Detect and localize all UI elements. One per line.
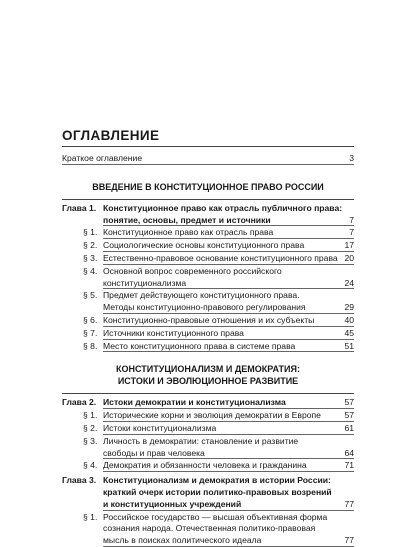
chapter-title: Конституционное право как отрасль публичного права:: [103, 202, 343, 213]
section-page: 77: [344, 535, 354, 546]
section-entry: [62, 239, 354, 251]
chapter-entry: [62, 486, 354, 498]
section-page: 29: [344, 302, 354, 313]
section-entry: [62, 301, 354, 313]
part-title: КОНСТИТУЦИОНАЛИЗМ И ДЕМОКРАТИЯ:: [116, 364, 300, 375]
section-entry: [62, 459, 354, 471]
chapter-entry: [62, 474, 354, 486]
section-title: сознания народа. Отечественная политико-правовая: [103, 523, 316, 534]
chapter-entry: [62, 396, 354, 408]
section-title: Место конституционного права в системе права: [103, 340, 296, 351]
section-title: Основной вопрос современного российского: [103, 265, 282, 276]
heading-rule: [62, 146, 354, 147]
section-label: § 8.: [83, 340, 98, 351]
chapter-entry: [62, 498, 354, 510]
section-label: § 7.: [83, 327, 98, 338]
section-label: § 2.: [83, 240, 98, 251]
section-entry: [62, 265, 354, 277]
section-label: § 4.: [83, 460, 98, 471]
chapter-page: 7: [349, 214, 354, 225]
section-entry: [62, 226, 354, 238]
section-page: 40: [344, 315, 354, 325]
section-label: § 1.: [83, 511, 98, 522]
chapter-title: краткий очерк истории политико-правовых возрений: [103, 487, 332, 497]
section-entry: [62, 435, 354, 447]
section-title: Истоки конституционализма: [103, 423, 217, 433]
chapter-title: и конституционных учреждений: [103, 498, 242, 509]
section-label: § 2.: [83, 423, 98, 433]
section-entry: [62, 534, 354, 546]
section-title: Демократия и обязанности человека и гражданина: [103, 460, 307, 471]
chapter-title: Истоки демократии и конституционализма: [103, 397, 286, 408]
section-entry: [62, 277, 354, 289]
chapter-entry: [62, 214, 354, 226]
section-label: § 5.: [83, 290, 98, 301]
section-label: § 3.: [83, 253, 98, 263]
section-page: 17: [344, 240, 354, 251]
entry-underline: [103, 471, 354, 472]
section-label: § 3.: [83, 435, 98, 446]
section-page: 24: [344, 277, 354, 288]
section-entry: [62, 511, 354, 523]
part-rule: [62, 199, 354, 200]
section-title: Российское государство — высшая объективная форма: [103, 511, 328, 522]
section-title: Предмет действующего конституционного права.: [103, 290, 300, 301]
section-page: 51: [344, 340, 354, 351]
toc-entry-front: [62, 152, 354, 164]
section-page: 45: [344, 327, 354, 338]
chapter-label: Глава 3.: [62, 475, 97, 486]
section-page: 64: [344, 447, 354, 458]
entry-page: 3: [349, 153, 354, 163]
section-entry: [62, 289, 354, 301]
section-entry: [62, 447, 354, 459]
chapter-page: 77: [344, 498, 354, 509]
part-rule: [62, 393, 354, 394]
chapter-entry: [62, 202, 354, 214]
section-page: 71: [344, 460, 354, 471]
section-title: Конституционное право как отрасль права: [103, 227, 274, 238]
section-title: Социологические основы конституционного права: [103, 240, 305, 251]
section-label: § 1.: [83, 227, 98, 238]
section-title: Источники конституционного права: [103, 327, 244, 338]
section-entry: [62, 252, 354, 264]
entry-underline: [103, 351, 354, 352]
section-label: § 4.: [83, 265, 98, 276]
toc-heading: ОГЛАВЛЕНИЕ: [62, 128, 160, 143]
section-entry: [62, 422, 354, 434]
section-title: мысль в поисках политического идеала: [103, 535, 262, 546]
section-title: конституционализма: [103, 277, 187, 288]
section-entry: [62, 314, 354, 326]
section-label: § 6.: [83, 315, 98, 325]
section-title: свободы и прав человека: [103, 447, 205, 458]
section-title: Методы конституционно-правового регулирования: [103, 302, 306, 313]
section-title: Конституционно-правовые отношения и их субъекты: [103, 315, 315, 325]
chapter-title: понятие, основы, предмет и источники: [103, 214, 271, 225]
section-entry: [62, 327, 354, 339]
section-entry: [62, 340, 354, 352]
part-title: ИСТОКИ И ЭВОЛЮЦИОННОЕ РАЗВИТИЕ: [117, 376, 299, 387]
chapter-label: Глава 2.: [62, 397, 97, 408]
section-title: Личность в демократии: становление и развитие: [103, 435, 299, 446]
section-page: 57: [344, 410, 354, 421]
section-title: Естественно-правовое основание конституционного права: [103, 253, 338, 263]
entry-title: Краткое оглавление: [62, 153, 143, 163]
chapter-page: 57: [344, 397, 354, 408]
section-entry: [62, 522, 354, 534]
chapter-title: Конституционализм и демократия в истории России:: [103, 475, 331, 486]
section-page: 20: [344, 253, 354, 263]
section-entry: [62, 409, 354, 421]
section-page: 61: [344, 423, 354, 433]
section-title: Исторические корни и эволюция демократии в Европе: [103, 410, 321, 421]
entry-underline: [62, 164, 354, 165]
section-label: § 1.: [83, 410, 98, 421]
part-title: ВВЕДЕНИЕ В КОНСТИТУЦИОННОЕ ПРАВО РОССИИ: [92, 181, 324, 192]
chapter-label: Глава 1.: [62, 202, 97, 213]
section-page: 7: [349, 227, 354, 238]
